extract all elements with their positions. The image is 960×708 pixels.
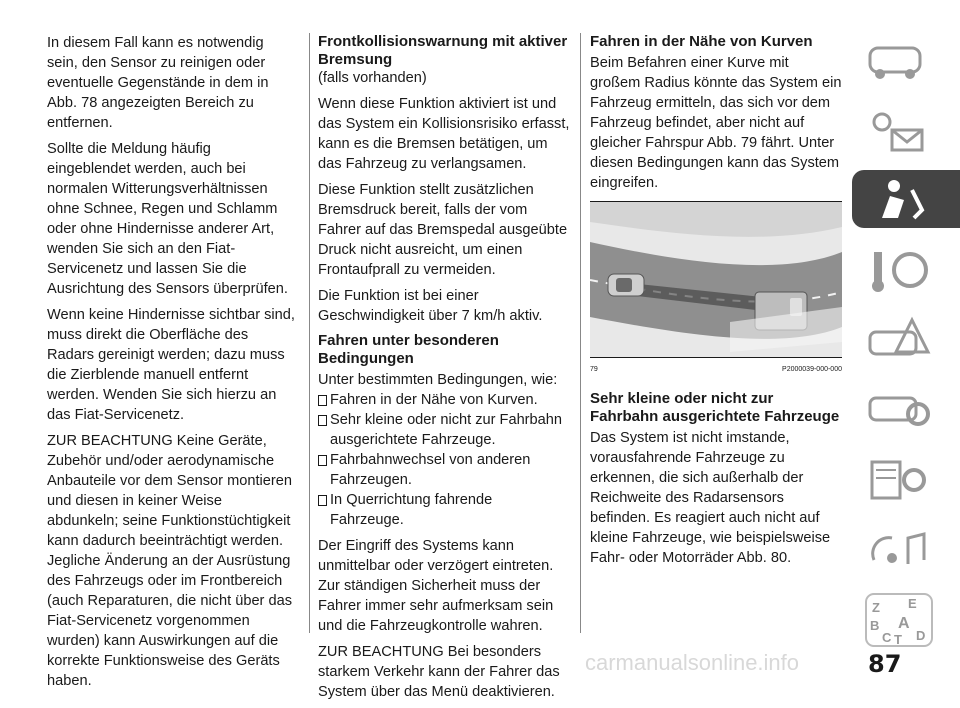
list-item: Fahrbahnwechsel von anderen Fahrzeugen. (318, 450, 570, 490)
chapter-sidebar (852, 30, 960, 660)
paragraph: In diesem Fall kann es notwendig sein, den Sensor zu reinigen oder eventuelle Gegenstände in dem in Abb. 78 angezeigten Bereich zu entfernen. (47, 35, 269, 131)
checkbox-bullet-icon (318, 495, 327, 506)
curve-driving-illustration (590, 202, 842, 357)
svg-text:C: C (882, 630, 892, 645)
list-item: Sehr kleine oder nicht zur Fahrbahn ausgerichtete Fahrzeuge. (318, 410, 570, 450)
paragraph: Sollte die Meldung häufig eingeblendet werden, auch bei normalen Witterungsverhältnissen ohne Schnee, Regen und Schlamm oder ohne Hindernisse anderer Art, wenden Sie sich an den Fiat-Servicenetz und lassen Sie die Ausrichtung des Sensors überprüfen. (47, 141, 288, 297)
checkbox-bullet-icon (318, 415, 327, 426)
paragraph: Wenn diese Funktion aktiviert ist und das System ein Kollisionsrisiko erfasst, kann es die Bremsen betätigen, um das Fahrzeug zu verlangsamen. (318, 96, 570, 172)
column-left (47, 33, 297, 697)
list-item: In Querrichtung fahrende Fahrzeuge. (318, 490, 570, 530)
tab-key-steering[interactable] (852, 240, 960, 298)
column-right (590, 33, 842, 574)
column-divider (580, 33, 581, 633)
paragraph: Wenn keine Hindernisse sichtbar sind, muss direkt die Oberfläche des Radars gereinigt werden; dazu muss die Zierblende manuell entfernt werden. Wenden Sie sich hierzu an das Fiat-Servicenetz. (47, 307, 295, 423)
paragraph: Unter bestimmten Bedingungen, wie: (318, 372, 558, 388)
tab-dashboard-lights[interactable] (852, 100, 960, 158)
svg-text:T: T (894, 632, 902, 647)
note-paragraph: ZUR BEACHTUNG Bei besonders starkem Verkehr kann der Fahrer das System über das Menü deaktivieren. (318, 644, 560, 700)
paragraph: Die Funktion ist bei einer Geschwindigkeit über 7 km/h aktiv. (318, 288, 543, 324)
safety-airbag-icon (852, 170, 960, 228)
tab-car-overview[interactable] (852, 30, 960, 88)
paragraph: Das System ist nicht imstande, vorausfahrende Fahrzeuge zu erkennen, die sich außerhalb der Reichweite des Radarsensors befinden. Es reagiert auch nicht auf kleine Fahrzeuge, wie beispielsweise Fahr- oder Motorräder Abb. 80. (590, 430, 831, 566)
tab-maintenance[interactable] (852, 380, 960, 438)
paragraph: Diese Funktion stellt zusätzlichen Bremsdruck bereit, falls der vom Fahrer auf das Bremspedal ausgeübte Druck nicht ausreicht, um einen Frontaufprall zu vermeiden. (318, 182, 568, 278)
column-middle (318, 33, 570, 708)
tab-safety[interactable] (852, 170, 960, 228)
tab-emergency[interactable] (852, 310, 960, 368)
svg-text:B: B (870, 618, 880, 633)
column-divider (309, 33, 310, 633)
svg-text:Z: Z (872, 600, 880, 615)
car-overview-icon (852, 30, 960, 88)
tab-technical-data[interactable] (852, 450, 960, 508)
checkbox-bullet-icon (318, 455, 327, 466)
svg-text:D: D (916, 628, 926, 643)
paragraph: Der Eingriff des Systems kann unmittelbar oder verzögert eintreten. Zur ständigen Sicherheit muss der Fahrer immer sehr aufmerksam sein und die Fahrzeugkontrolle wahren. (318, 538, 554, 634)
svg-text:A: A (898, 615, 910, 632)
tab-index[interactable] (852, 590, 960, 648)
note-paragraph: ZUR BEACHTUNG Keine Geräte, Zubehör und/oder aerodynamische Anbauteile vor dem Sensor montieren und diesen in keiner Weise abdunkeln; seine Funktionstüchtigkeit kann dadurch beeinträchtigt werden. Jegliche Änderung an der Ausrüstung des Fahrzeugs oder im Frontbereich (auch Reparaturen, die nicht über das Fiat-Servicenetz vorgenommen wurden) kann Auswirkungen auf die korrekte Funktionsweise des Geräts haben. (47, 433, 293, 689)
maintenance-icon (852, 380, 960, 438)
multimedia-icon (852, 520, 960, 578)
section-heading: Frontkollisionswarnung mit aktiver Bremsung (318, 33, 568, 68)
svg-text:E: E (908, 596, 917, 611)
section-heading: Sehr kleine oder nicht zur Fahrbahn ausgerichtete Fahrzeuge (590, 390, 840, 425)
tab-multimedia[interactable] (852, 520, 960, 578)
figure-number: 79 (590, 366, 598, 373)
checkbox-bullet-icon (318, 395, 327, 406)
figure-caption (590, 357, 842, 380)
figure-code: P2000039-000-000 (782, 366, 842, 373)
section-subheading: (falls vorhanden) (318, 70, 427, 86)
watermark: carmanualsonline.info (585, 650, 800, 675)
emergency-icon (852, 310, 960, 368)
key-steering-icon (852, 240, 960, 298)
technical-data-icon (852, 450, 960, 508)
paragraph: Beim Befahren einer Kurve mit großem Radius könnte das System ein Fahrzeug ermitteln, das sich vor dem Fahrzeug befindet, aber nicht auf gleicher Fahrspur Abb. 79 fährt. Unter diesen Bedingungen kann das System eingreifen. (590, 55, 842, 191)
dashboard-lights-icon (852, 100, 960, 158)
index-icon (852, 590, 960, 648)
section-heading: Fahren in der Nähe von Kurven (590, 33, 813, 50)
page-number: 87 (868, 650, 902, 678)
list-item: Fahren in der Nähe von Kurven. (318, 390, 570, 410)
section-heading: Fahren unter besonderen Bedingungen (318, 332, 499, 367)
bullet-list (318, 390, 570, 530)
